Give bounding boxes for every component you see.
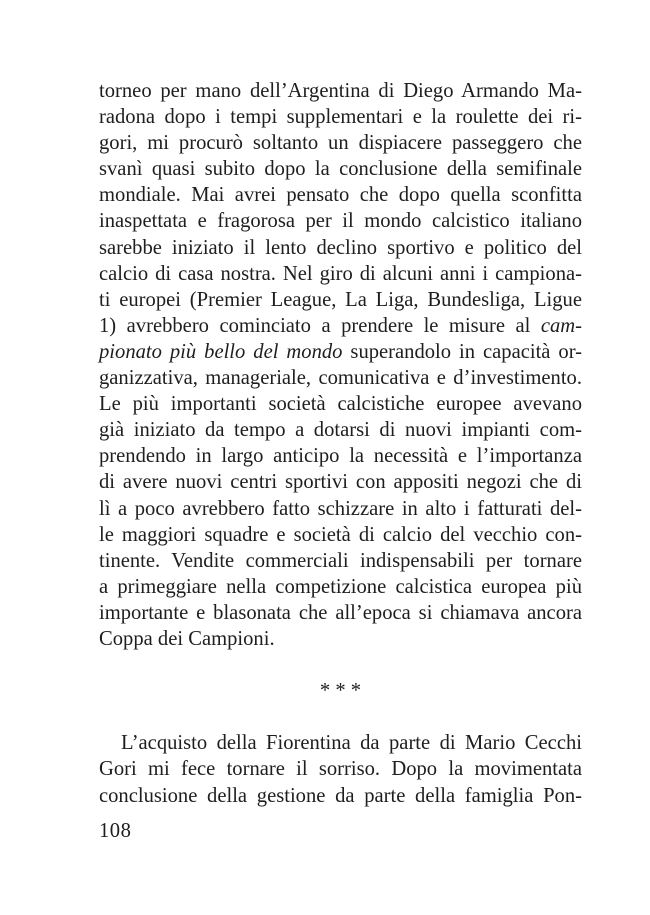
text-line: tinente. Vendite commerciali indispensabili per tornare [99,549,582,572]
page-body [99,78,582,809]
text-line: calcio di casa nostra. Nel giro di alcuni anni i campiona- [99,262,582,285]
text-line: ti europei (Premier League, La Liga, Bundesliga, Ligue [99,288,582,311]
text-line: gori, mi procurò soltanto un dispiacere passeggero che [99,132,582,155]
italic-text: cam- [540,314,582,337]
text-line: inaspettata e fragorosa per il mondo calcistico italiano [99,210,582,233]
text-segment: 1) avrebbero cominciato a prendere le misure al [99,314,541,337]
text-line: mondiale. Mai avrei pensato che dopo quella sconfitta [99,184,582,207]
text-line: Coppa dei Campioni. [99,627,275,650]
paragraph-1 [99,78,582,652]
italic-text: pionato più bello del mondo [99,340,343,363]
text-line: di avere nuovi centri sportivi con appositi negozi che di [99,471,582,494]
text-line: radona dopo i tempi supplementari e la roulette dei ri- [99,106,582,129]
text-line [99,313,582,339]
text-line: ganizzativa, manageriale, comunicativa e d’investimento. [99,367,582,390]
text-line: a primeggiare nella competizione calcistica europea più [99,575,582,598]
text-line: conclusione della gestione da parte della famiglia Pon- [99,784,582,807]
text-line: importante e blasonata che all’epoca si chiamava ancora [99,601,582,624]
text-line: Le più importanti società calcistiche europee avevano [99,393,582,416]
text-line: L’acquisto della Fiorentina da parte di Mario Cecchi [121,732,582,755]
text-line: torneo per mano dell’Argentina di Diego Armando Ma- [99,80,582,102]
section-separator: * * * [319,680,362,703]
text-line: svanì quasi subito dopo la conclusione della semifinale [99,158,582,181]
text-line: lì a poco avrebbero fatto schizzare in alto i fatturati del- [99,497,582,520]
text-line: già iniziato da tempo a dotarsi di nuovi impianti com- [99,419,582,442]
spacer [99,652,582,678]
spacer [99,704,582,730]
text-line: prendendo in largo anticipo la necessità e l’importanza [99,445,582,468]
text-line: Gori mi fece tornare il sorriso. Dopo la movimentata [99,758,582,781]
text-line: le maggiori squadre e società di calcio del vecchio con- [99,523,582,546]
page-number: 108 [99,820,132,842]
text-line: sarebbe iniziato il lento declino sportivo e politico del [99,236,582,259]
paragraph-2 [99,730,582,808]
text-line [99,339,582,365]
text-segment: superandolo in capacità or- [342,340,583,363]
